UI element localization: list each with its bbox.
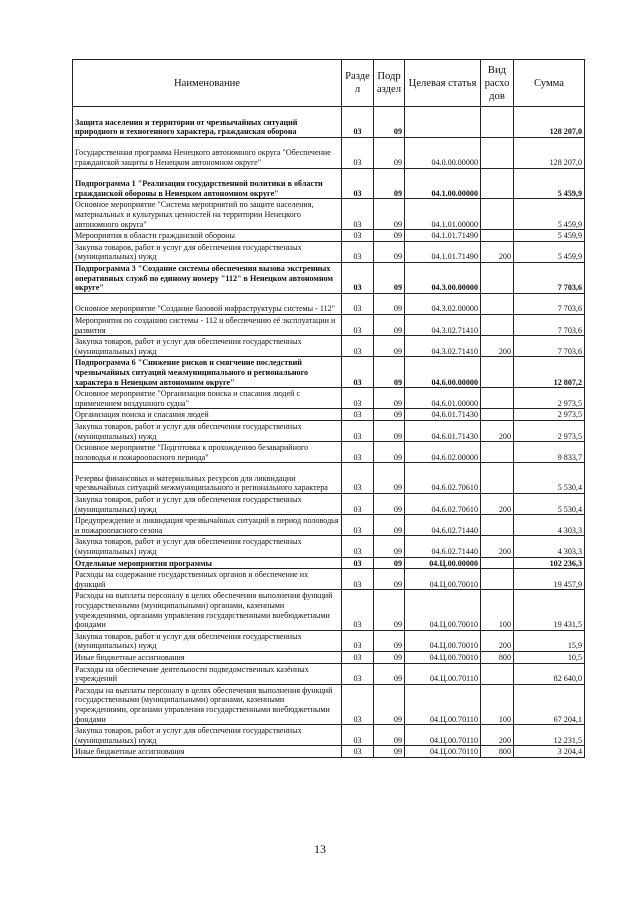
row-podrazdel-cell: 09 bbox=[374, 652, 405, 664]
col-header-summa: Сумма bbox=[514, 60, 585, 107]
row-summa-cell: 7 703,6 bbox=[514, 314, 585, 335]
row-statya-cell: 04.6.01.00000 bbox=[405, 388, 481, 409]
table-row bbox=[73, 420, 585, 441]
row-vid-cell: 800 bbox=[481, 746, 514, 758]
row-podrazdel-cell: 09 bbox=[374, 746, 405, 758]
row-razdel-cell: 03 bbox=[342, 536, 374, 557]
table-row bbox=[73, 409, 585, 421]
row-razdel-cell: 03 bbox=[342, 652, 374, 664]
row-razdel-cell: 03 bbox=[342, 569, 374, 590]
row-summa-cell: 2 973,5 bbox=[514, 420, 585, 441]
row-statya-cell: 04.Ц.00.70010 bbox=[405, 590, 481, 630]
row-statya-cell: 04.6.02.70610 bbox=[405, 463, 481, 494]
row-vid-cell: 200 bbox=[481, 494, 514, 515]
row-razdel-cell: 03 bbox=[342, 168, 374, 199]
table-row bbox=[73, 630, 585, 651]
row-razdel-cell: 03 bbox=[342, 107, 374, 138]
row-statya-cell: 04.6.01.71430 bbox=[405, 409, 481, 421]
table-header-row bbox=[73, 60, 585, 107]
table-row bbox=[73, 262, 585, 293]
row-razdel-cell: 03 bbox=[342, 357, 374, 388]
row-vid-cell: 200 bbox=[481, 536, 514, 557]
row-vid-cell bbox=[481, 388, 514, 409]
row-podrazdel-cell: 09 bbox=[374, 107, 405, 138]
row-statya-cell: 04.1.01.00000 bbox=[405, 199, 481, 230]
row-razdel-cell: 03 bbox=[342, 293, 374, 314]
row-vid-cell bbox=[481, 442, 514, 463]
row-summa-cell: 5 459,9 bbox=[514, 230, 585, 242]
table-row bbox=[73, 357, 585, 388]
row-podrazdel-cell: 09 bbox=[374, 168, 405, 199]
row-summa-cell: 12 807,2 bbox=[514, 357, 585, 388]
row-summa-cell: 128 207,0 bbox=[514, 107, 585, 138]
row-summa-cell: 5 459,9 bbox=[514, 199, 585, 230]
row-podrazdel-cell: 09 bbox=[374, 725, 405, 746]
row-name-cell: Основное мероприятие "Организация поиска и спасания людей с применением воздушного судна" bbox=[73, 388, 342, 409]
row-summa-cell: 3 204,4 bbox=[514, 746, 585, 758]
row-summa-cell: 5 459,9 bbox=[514, 241, 585, 262]
row-summa-cell: 7 703,6 bbox=[514, 293, 585, 314]
row-summa-cell: 19 431,5 bbox=[514, 590, 585, 630]
row-razdel-cell: 03 bbox=[342, 420, 374, 441]
row-podrazdel-cell: 09 bbox=[374, 442, 405, 463]
row-name-cell: Основное мероприятие "Система мероприятий по защите населения, материальных и культурных ценностей на территории Ненецкого автономного округа" bbox=[73, 199, 342, 230]
row-summa-cell: 12 231,5 bbox=[514, 725, 585, 746]
row-summa-cell: 4 303,3 bbox=[514, 536, 585, 557]
row-statya-cell: 04.Ц.00.70010 bbox=[405, 630, 481, 651]
row-razdel-cell: 03 bbox=[342, 199, 374, 230]
row-vid-cell: 200 bbox=[481, 725, 514, 746]
row-statya-cell: 04.0.00.00000 bbox=[405, 137, 481, 168]
col-header-razdel: Разде л bbox=[342, 60, 374, 107]
table-row bbox=[73, 652, 585, 664]
row-name-cell: Расходы на выплаты персоналу в целях обеспечения выполнения функций государственными (муниципальными) органами, казенными учреждениями, органами управления государственными внебюджетными фондами bbox=[73, 590, 342, 630]
row-statya-cell: 04.Ц.00.00000 bbox=[405, 557, 481, 569]
row-statya-cell: 04.1.01.71490 bbox=[405, 241, 481, 262]
table-row bbox=[73, 336, 585, 357]
table-row bbox=[73, 557, 585, 569]
row-summa-cell: 5 459,9 bbox=[514, 168, 585, 199]
row-vid-cell bbox=[481, 293, 514, 314]
row-razdel-cell: 03 bbox=[342, 442, 374, 463]
row-vid-cell bbox=[481, 409, 514, 421]
row-name-cell: Закупка товаров, работ и услуг для обеспечения государственных (муниципальных) нужд bbox=[73, 536, 342, 557]
row-name-cell: Закупка товаров, работ и услуг для обеспечения государственных (муниципальных) нужд bbox=[73, 336, 342, 357]
row-statya-cell: 04.6.00.00000 bbox=[405, 357, 481, 388]
row-summa-cell: 7 703,6 bbox=[514, 336, 585, 357]
row-vid-cell bbox=[481, 230, 514, 242]
row-statya-cell bbox=[405, 107, 481, 138]
row-vid-cell bbox=[481, 357, 514, 388]
row-razdel-cell: 03 bbox=[342, 137, 374, 168]
table-row bbox=[73, 241, 585, 262]
table-row bbox=[73, 442, 585, 463]
row-podrazdel-cell: 09 bbox=[374, 199, 405, 230]
row-razdel-cell: 03 bbox=[342, 494, 374, 515]
row-vid-cell bbox=[481, 663, 514, 684]
row-summa-cell: 128 207,0 bbox=[514, 137, 585, 168]
row-summa-cell: 2 973,5 bbox=[514, 409, 585, 421]
row-statya-cell: 04.3.02.71410 bbox=[405, 314, 481, 335]
row-razdel-cell: 03 bbox=[342, 557, 374, 569]
row-podrazdel-cell: 09 bbox=[374, 241, 405, 262]
row-summa-cell: 9 833,7 bbox=[514, 442, 585, 463]
row-name-cell: Расходы на содержание государственных органов и обеспечение их функций bbox=[73, 569, 342, 590]
row-name-cell: Подпрограмма 1 "Реализация государственной политики в области гражданской обороны в Ненецком автономном округе" bbox=[73, 168, 342, 199]
table-row bbox=[73, 168, 585, 199]
table-row bbox=[73, 388, 585, 409]
table-row bbox=[73, 725, 585, 746]
row-razdel-cell: 03 bbox=[342, 684, 374, 724]
row-name-cell: Иные бюджетные ассигнования bbox=[73, 746, 342, 758]
row-podrazdel-cell: 09 bbox=[374, 463, 405, 494]
row-summa-cell: 5 530,4 bbox=[514, 463, 585, 494]
row-razdel-cell: 03 bbox=[342, 590, 374, 630]
row-vid-cell: 200 bbox=[481, 630, 514, 651]
row-vid-cell: 200 bbox=[481, 336, 514, 357]
row-statya-cell: 04.Ц.00.70110 bbox=[405, 684, 481, 724]
table-row bbox=[73, 314, 585, 335]
row-summa-cell: 4 303,3 bbox=[514, 515, 585, 536]
row-statya-cell: 04.Ц.00.70010 bbox=[405, 569, 481, 590]
row-razdel-cell: 03 bbox=[342, 409, 374, 421]
row-vid-cell bbox=[481, 262, 514, 293]
row-summa-cell: 10,5 bbox=[514, 652, 585, 664]
page-number: 13 bbox=[314, 842, 326, 856]
row-vid-cell: 200 bbox=[481, 241, 514, 262]
row-vid-cell bbox=[481, 137, 514, 168]
row-name-cell: Расходы на выплаты персоналу в целях обеспечения выполнения функций государственными (муниципальными) органами, казенными учреждениями, органами управления государственными внебюджетными фондами bbox=[73, 684, 342, 724]
row-statya-cell: 04.Ц.00.70110 bbox=[405, 663, 481, 684]
col-header-podrazdel: Подр аздел bbox=[374, 60, 405, 107]
table-row bbox=[73, 463, 585, 494]
row-summa-cell: 82 640,0 bbox=[514, 663, 585, 684]
row-name-cell: Закупка товаров, работ и услуг для обеспечения государственных (муниципальных) нужд bbox=[73, 241, 342, 262]
row-name-cell: Основное мероприятие "Создание базовой инфраструктуры системы - 112" bbox=[73, 293, 342, 314]
row-podrazdel-cell: 09 bbox=[374, 293, 405, 314]
row-summa-cell: 102 236,3 bbox=[514, 557, 585, 569]
row-summa-cell: 19 457,9 bbox=[514, 569, 585, 590]
row-statya-cell: 04.1.01.71490 bbox=[405, 230, 481, 242]
table-row bbox=[73, 569, 585, 590]
row-razdel-cell: 03 bbox=[342, 230, 374, 242]
table-row bbox=[73, 137, 585, 168]
row-podrazdel-cell: 09 bbox=[374, 420, 405, 441]
row-podrazdel-cell: 09 bbox=[374, 314, 405, 335]
row-vid-cell bbox=[481, 199, 514, 230]
row-podrazdel-cell: 09 bbox=[374, 515, 405, 536]
table-row bbox=[73, 590, 585, 630]
row-razdel-cell: 03 bbox=[342, 746, 374, 758]
row-podrazdel-cell: 09 bbox=[374, 230, 405, 242]
row-razdel-cell: 03 bbox=[342, 725, 374, 746]
table-row bbox=[73, 746, 585, 758]
table-row bbox=[73, 107, 585, 138]
row-podrazdel-cell: 09 bbox=[374, 569, 405, 590]
row-statya-cell: 04.6.02.71440 bbox=[405, 536, 481, 557]
row-statya-cell: 04.3.02.71410 bbox=[405, 336, 481, 357]
row-summa-cell: 7 703,6 bbox=[514, 262, 585, 293]
row-summa-cell: 15,9 bbox=[514, 630, 585, 651]
row-podrazdel-cell: 09 bbox=[374, 137, 405, 168]
row-statya-cell: 04.Ц.00.70110 bbox=[405, 746, 481, 758]
row-statya-cell: 04.1.00.00000 bbox=[405, 168, 481, 199]
table-row bbox=[73, 494, 585, 515]
row-podrazdel-cell: 09 bbox=[374, 557, 405, 569]
row-podrazdel-cell: 09 bbox=[374, 388, 405, 409]
row-vid-cell bbox=[481, 314, 514, 335]
row-razdel-cell: 03 bbox=[342, 630, 374, 651]
row-podrazdel-cell: 09 bbox=[374, 336, 405, 357]
row-podrazdel-cell: 09 bbox=[374, 536, 405, 557]
row-vid-cell bbox=[481, 569, 514, 590]
table-row bbox=[73, 684, 585, 724]
row-podrazdel-cell: 09 bbox=[374, 684, 405, 724]
table-row bbox=[73, 663, 585, 684]
row-statya-cell: 04.6.02.71440 bbox=[405, 515, 481, 536]
row-razdel-cell: 03 bbox=[342, 388, 374, 409]
row-statya-cell: 04.Ц.00.70110 bbox=[405, 725, 481, 746]
row-name-cell: Организация поиска и спасания людей bbox=[73, 409, 342, 421]
row-name-cell: Мероприятия по созданию системы - 112 и обеспечению её эксплуатации и развития bbox=[73, 314, 342, 335]
row-podrazdel-cell: 09 bbox=[374, 663, 405, 684]
row-razdel-cell: 03 bbox=[342, 241, 374, 262]
table-row bbox=[73, 293, 585, 314]
row-razdel-cell: 03 bbox=[342, 515, 374, 536]
row-razdel-cell: 03 bbox=[342, 314, 374, 335]
row-name-cell: Подпрограмма 3 "Создание системы обеспечения вызова экстренных оперативных служб по единому номеру "112" в Ненецком автономном округе" bbox=[73, 262, 342, 293]
row-razdel-cell: 03 bbox=[342, 336, 374, 357]
row-razdel-cell: 03 bbox=[342, 663, 374, 684]
row-name-cell: Иные бюджетные ассигнования bbox=[73, 652, 342, 664]
row-name-cell: Основное мероприятие "Подготовка к прохождению безаварийного половодья и пожароопасного периода" bbox=[73, 442, 342, 463]
row-vid-cell bbox=[481, 515, 514, 536]
table-row bbox=[73, 230, 585, 242]
row-statya-cell: 04.3.00.00000 bbox=[405, 262, 481, 293]
row-vid-cell bbox=[481, 168, 514, 199]
table-row bbox=[73, 515, 585, 536]
row-statya-cell: 04.6.02.00000 bbox=[405, 442, 481, 463]
col-header-vid: Вид расхо дов bbox=[481, 60, 514, 107]
budget-table bbox=[72, 59, 585, 758]
row-summa-cell: 2 973,5 bbox=[514, 388, 585, 409]
row-name-cell: Резервы финансовых и материальных ресурсов для ликвидации чрезвычайных ситуаций межмуниципального и регионального характера bbox=[73, 463, 342, 494]
row-vid-cell bbox=[481, 463, 514, 494]
row-vid-cell: 800 bbox=[481, 652, 514, 664]
row-name-cell: Закупка товаров, работ и услуг для обеспечения государственных (муниципальных) нужд bbox=[73, 725, 342, 746]
row-statya-cell: 04.Ц.00.70010 bbox=[405, 652, 481, 664]
row-razdel-cell: 03 bbox=[342, 262, 374, 293]
row-name-cell: Закупка товаров, работ и услуг для обеспечения государственных (муниципальных) нужд bbox=[73, 420, 342, 441]
row-name-cell: Предупреждение и ликвидация чрезвычайных ситуаций в период половодья и пожароопасного сезона bbox=[73, 515, 342, 536]
row-razdel-cell: 03 bbox=[342, 463, 374, 494]
row-podrazdel-cell: 09 bbox=[374, 262, 405, 293]
row-vid-cell: 100 bbox=[481, 684, 514, 724]
row-name-cell: Государственная программа Ненецкого автономного округа "Обеспечение гражданской защиты в Ненецком автономном округе" bbox=[73, 137, 342, 168]
table-row bbox=[73, 536, 585, 557]
row-vid-cell bbox=[481, 557, 514, 569]
row-name-cell: Закупка товаров, работ и услуг для обеспечения государственных (муниципальных) нужд bbox=[73, 630, 342, 651]
row-podrazdel-cell: 09 bbox=[374, 409, 405, 421]
row-name-cell: Подпрограмма 6 "Снижение рисков и смягчение последствий чрезвычайных ситуаций межмуниципального и регионального характера в Ненецком автономном округе" bbox=[73, 357, 342, 388]
row-summa-cell: 67 204,1 bbox=[514, 684, 585, 724]
row-summa-cell: 5 530,4 bbox=[514, 494, 585, 515]
row-podrazdel-cell: 09 bbox=[374, 494, 405, 515]
row-podrazdel-cell: 09 bbox=[374, 590, 405, 630]
row-name-cell: Защита населения и территории от чрезвычайных ситуаций природного и техногенного характера, гражданская оборона bbox=[73, 107, 342, 138]
row-statya-cell: 04.3.02.00000 bbox=[405, 293, 481, 314]
col-header-statya: Целевая статья bbox=[405, 60, 481, 107]
table-row bbox=[73, 199, 585, 230]
row-statya-cell: 04.6.01.71430 bbox=[405, 420, 481, 441]
row-vid-cell bbox=[481, 107, 514, 138]
row-podrazdel-cell: 09 bbox=[374, 630, 405, 651]
row-podrazdel-cell: 09 bbox=[374, 357, 405, 388]
row-statya-cell: 04.6.02.70610 bbox=[405, 494, 481, 515]
row-name-cell: Закупка товаров, работ и услуг для обеспечения государственных (муниципальных) нужд bbox=[73, 494, 342, 515]
row-name-cell: Отдельные мероприятия программы bbox=[73, 557, 342, 569]
row-name-cell: Расходы на обеспечение деятельности подведомственных казённых учреждений bbox=[73, 663, 342, 684]
col-header-name: Наименование bbox=[73, 60, 342, 107]
row-name-cell: Мероприятия в области гражданской обороны bbox=[73, 230, 342, 242]
row-vid-cell: 200 bbox=[481, 420, 514, 441]
row-vid-cell: 100 bbox=[481, 590, 514, 630]
